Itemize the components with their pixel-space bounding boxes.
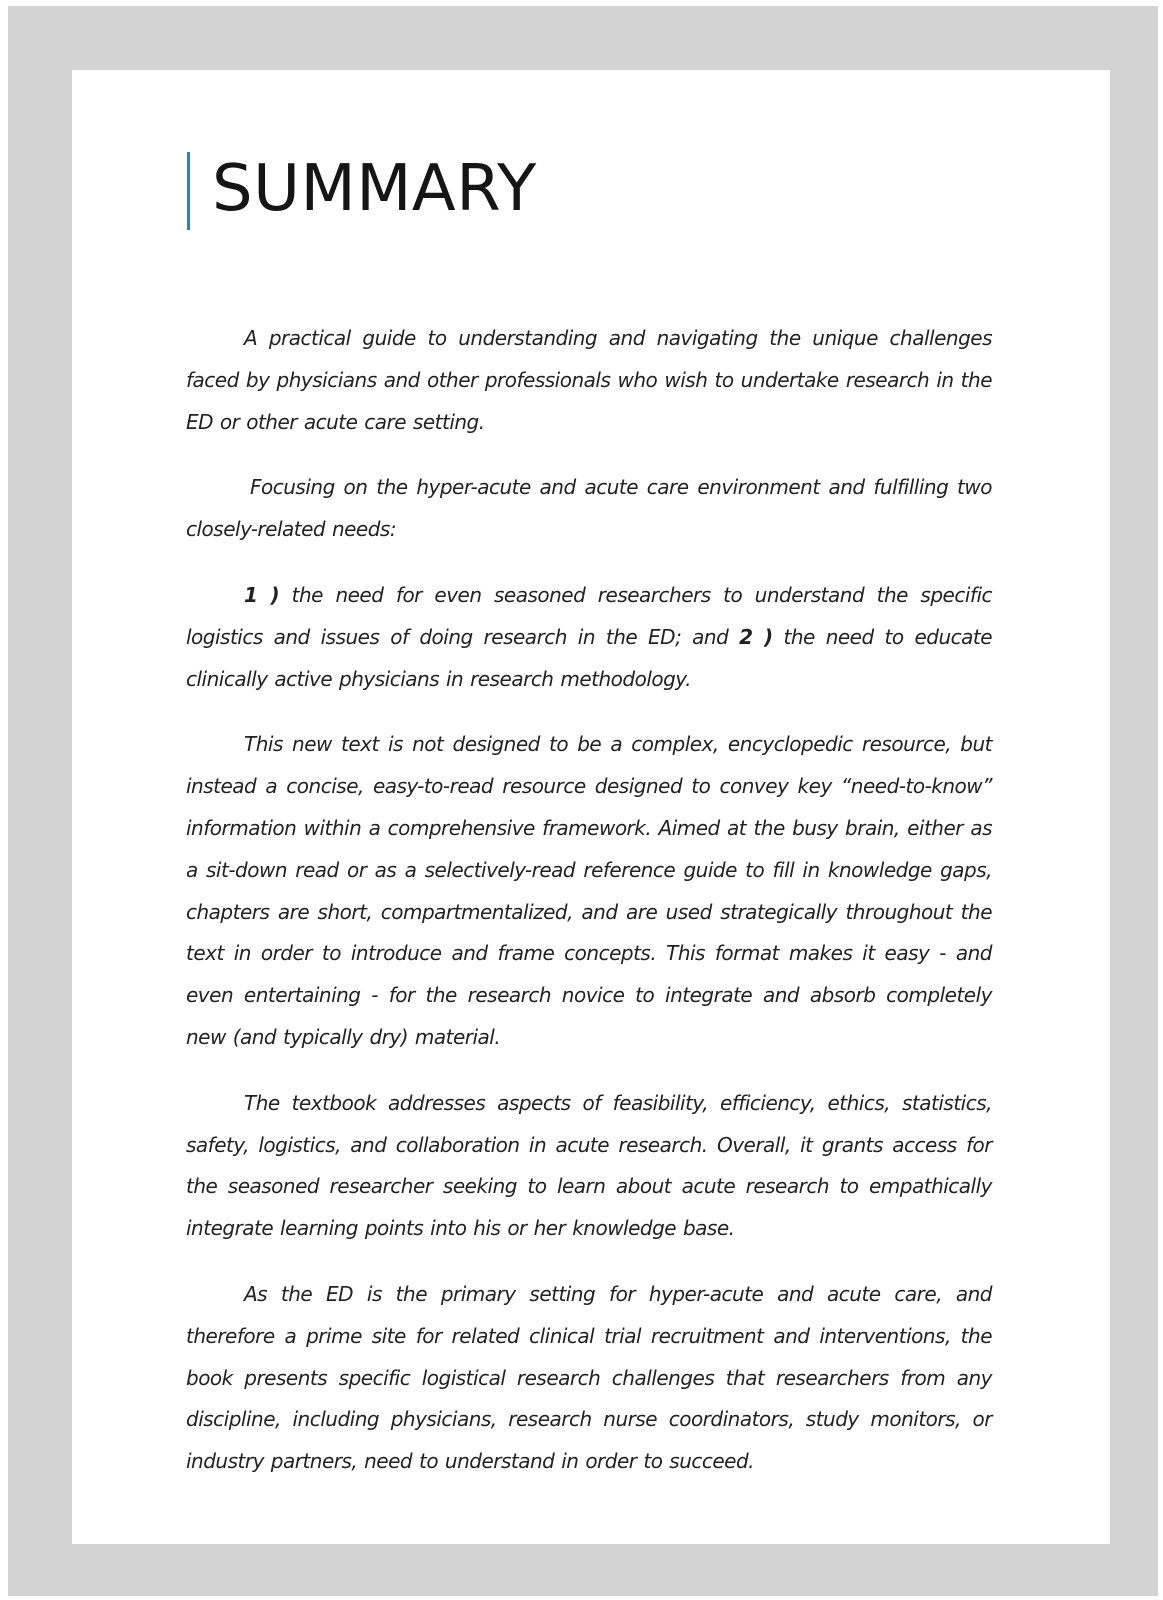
document-page xyxy=(72,70,1110,1544)
paragraph-description: This new text is not designed to be a complex, encyclopedic resource, but instead a concise, easy-to-read resource designed to convey key “need-to-know” information within a comprehensive framework. Aimed at the busy brain, either as a sit-down read or as a selectively-read reference guide to fill in knowledge gaps, chapters are short, compartmentalized, and are used strategically throughout the text in order to introduce and frame concepts. This format makes it easy - and even entertaining - for the research novice to integrate and absorb completely new (and typically dry) material. xyxy=(186,732,992,1049)
paragraph-needs xyxy=(186,575,992,700)
need-text-2: the need to educate clinically active physicians in research methodology. xyxy=(186,624,993,691)
need-marker-1: 1 ) xyxy=(244,582,280,607)
paragraph-setting: As the ED is the primary setting for hyper-acute and acute care, and therefore a prime site for related clinical trial recruitment and interventions, the book presents specific logistical research challenges that researchers from any discipline, including physicians, research nurse coordinators, study monitors, or industry partners, need to understand in order to succeed. xyxy=(186,1281,992,1474)
title-accent-bar xyxy=(187,152,190,230)
paragraph-intro: A practical guide to understanding and navigating the unique challenges faced by physicians and other professionals who wish to undertake research in the ED or other acute care setting. xyxy=(186,326,992,434)
page-border-frame xyxy=(8,6,1158,1596)
need-text-1: the need for even seasoned researchers to understand the specific logistics and issues of doing research in the ED; and xyxy=(186,582,992,649)
paragraph-topics: The textbook addresses aspects of feasibility, efficiency, ethics, statistics, safety, logistics, and collaboration in acute research. Overall, it grants access for the seasoned researcher seeking to learn about acute research to empathically integrate learning points into his or her knowledge base. xyxy=(186,1090,992,1241)
page-title: SUMMARY xyxy=(212,152,537,226)
summary-body xyxy=(186,318,992,1507)
paragraph-focus: Focusing on the hyper-acute and acute care environment and fulfilling two closely-related needs: xyxy=(186,475,992,542)
need-marker-2: 2 ) xyxy=(739,624,773,649)
